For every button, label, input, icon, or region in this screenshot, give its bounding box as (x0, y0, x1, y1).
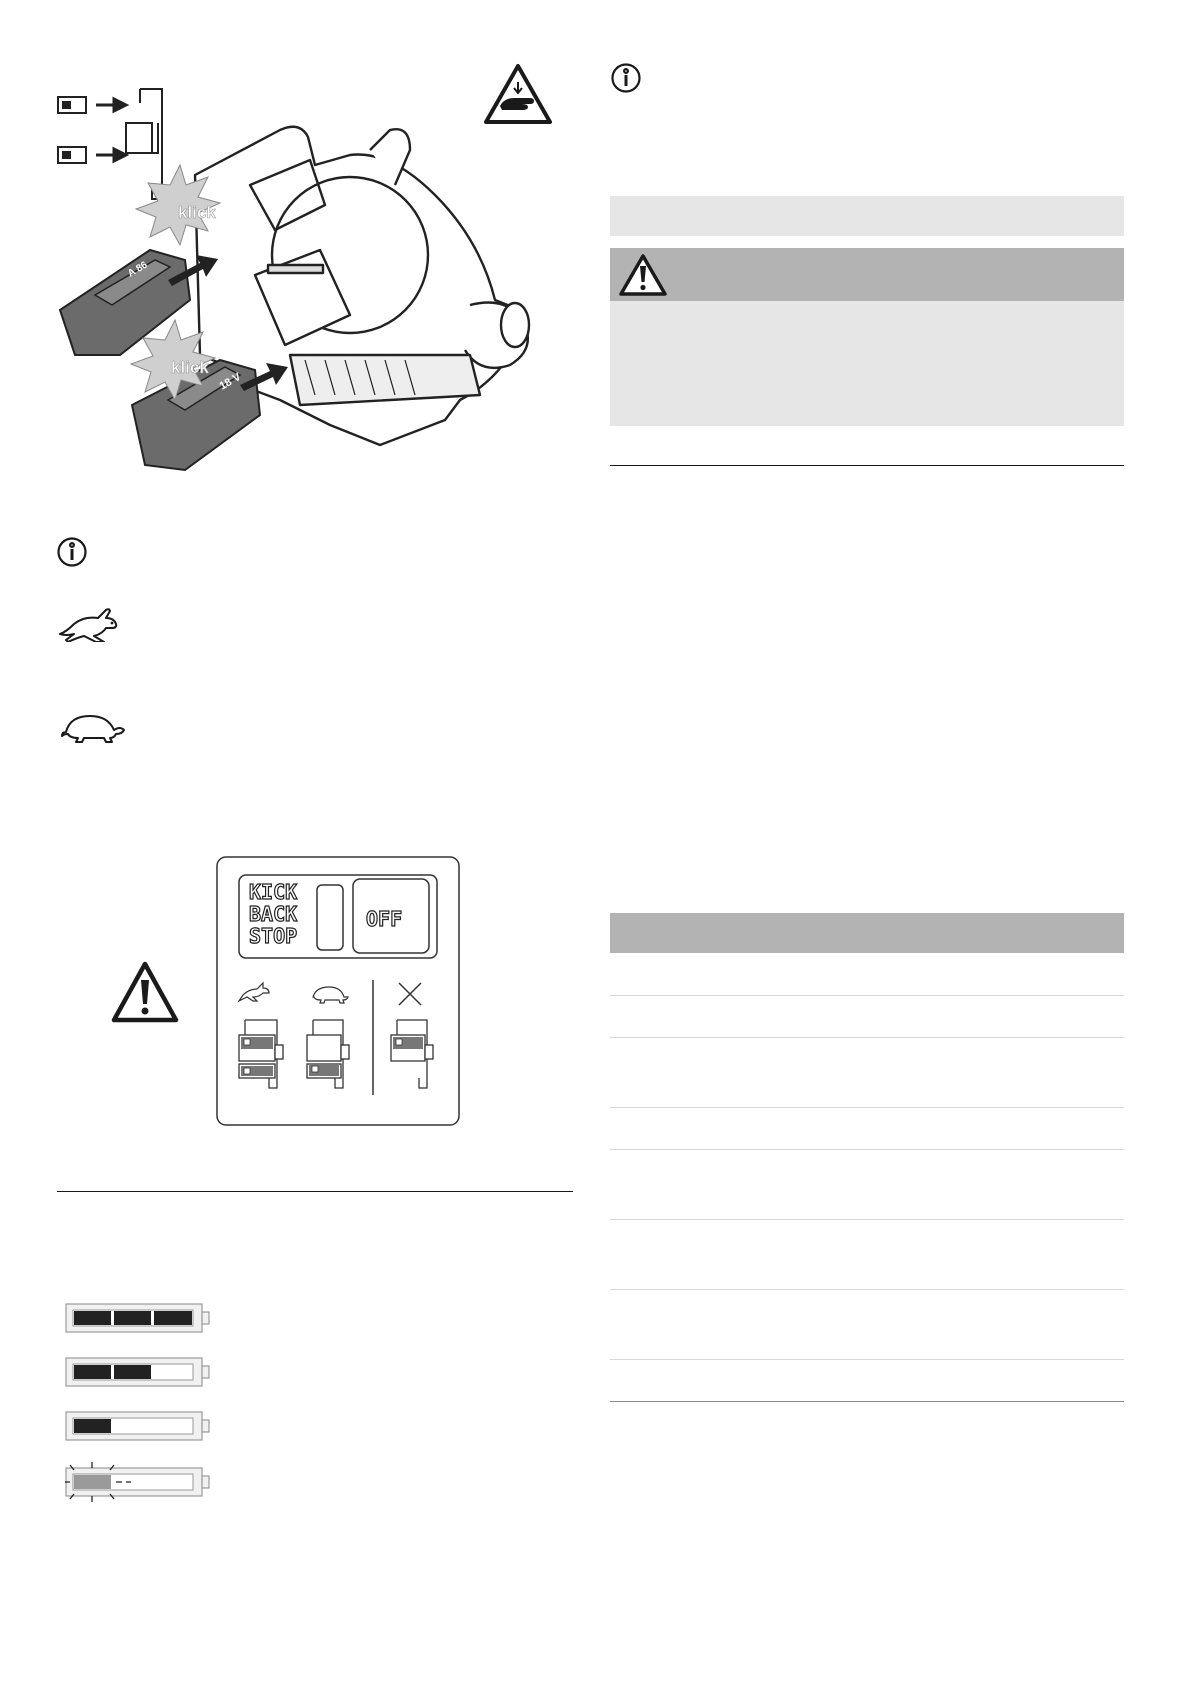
off-button-label: OFF (366, 907, 403, 931)
warning-triangle-icon-box (618, 253, 668, 297)
table-bottom-rule (610, 1401, 1124, 1402)
charge-level-list (64, 1298, 214, 1504)
battery-charge-one-third-icon (64, 1406, 214, 1446)
click-label-lower: klick (171, 358, 209, 377)
battery-charge-low-blinking-icon (64, 1460, 214, 1504)
table-row-divider (610, 1037, 1124, 1038)
table-row-divider (610, 1219, 1124, 1220)
table-row-divider (610, 1359, 1124, 1360)
kickback-stop-line1: KICK (249, 880, 298, 904)
table-row-divider (610, 995, 1124, 996)
warning-box-header (610, 248, 1124, 301)
click-label-upper: klick (178, 203, 216, 222)
warning-triangle-icon (110, 960, 180, 1024)
battery-charge-full-icon (64, 1298, 214, 1338)
rabbit-fast-icon (56, 608, 126, 642)
right-section-divider (610, 465, 1124, 466)
info-bar (610, 196, 1124, 236)
table-row-divider (610, 1107, 1124, 1108)
table-row-divider (610, 1149, 1124, 1150)
kickback-stop-line3: STOP (249, 924, 298, 948)
left-section-divider (57, 1191, 573, 1192)
turtle-slow-icon (56, 710, 126, 744)
hand-crush-warning-icon (482, 62, 554, 126)
table-row (610, 953, 1124, 995)
info-icon-right (610, 62, 642, 94)
table-row-divider (610, 1289, 1124, 1290)
table-header (610, 913, 1124, 953)
control-panel-diagram (215, 855, 461, 1127)
battery-label-upper: A 86 (126, 259, 150, 280)
info-icon (56, 536, 88, 568)
warning-box (610, 248, 1124, 426)
battery-label-lower: 18 V (217, 370, 244, 393)
battery-slot-diagram (58, 89, 162, 199)
battery-charge-two-thirds-icon (64, 1352, 214, 1392)
kickback-stop-line2: BACK (249, 902, 298, 926)
